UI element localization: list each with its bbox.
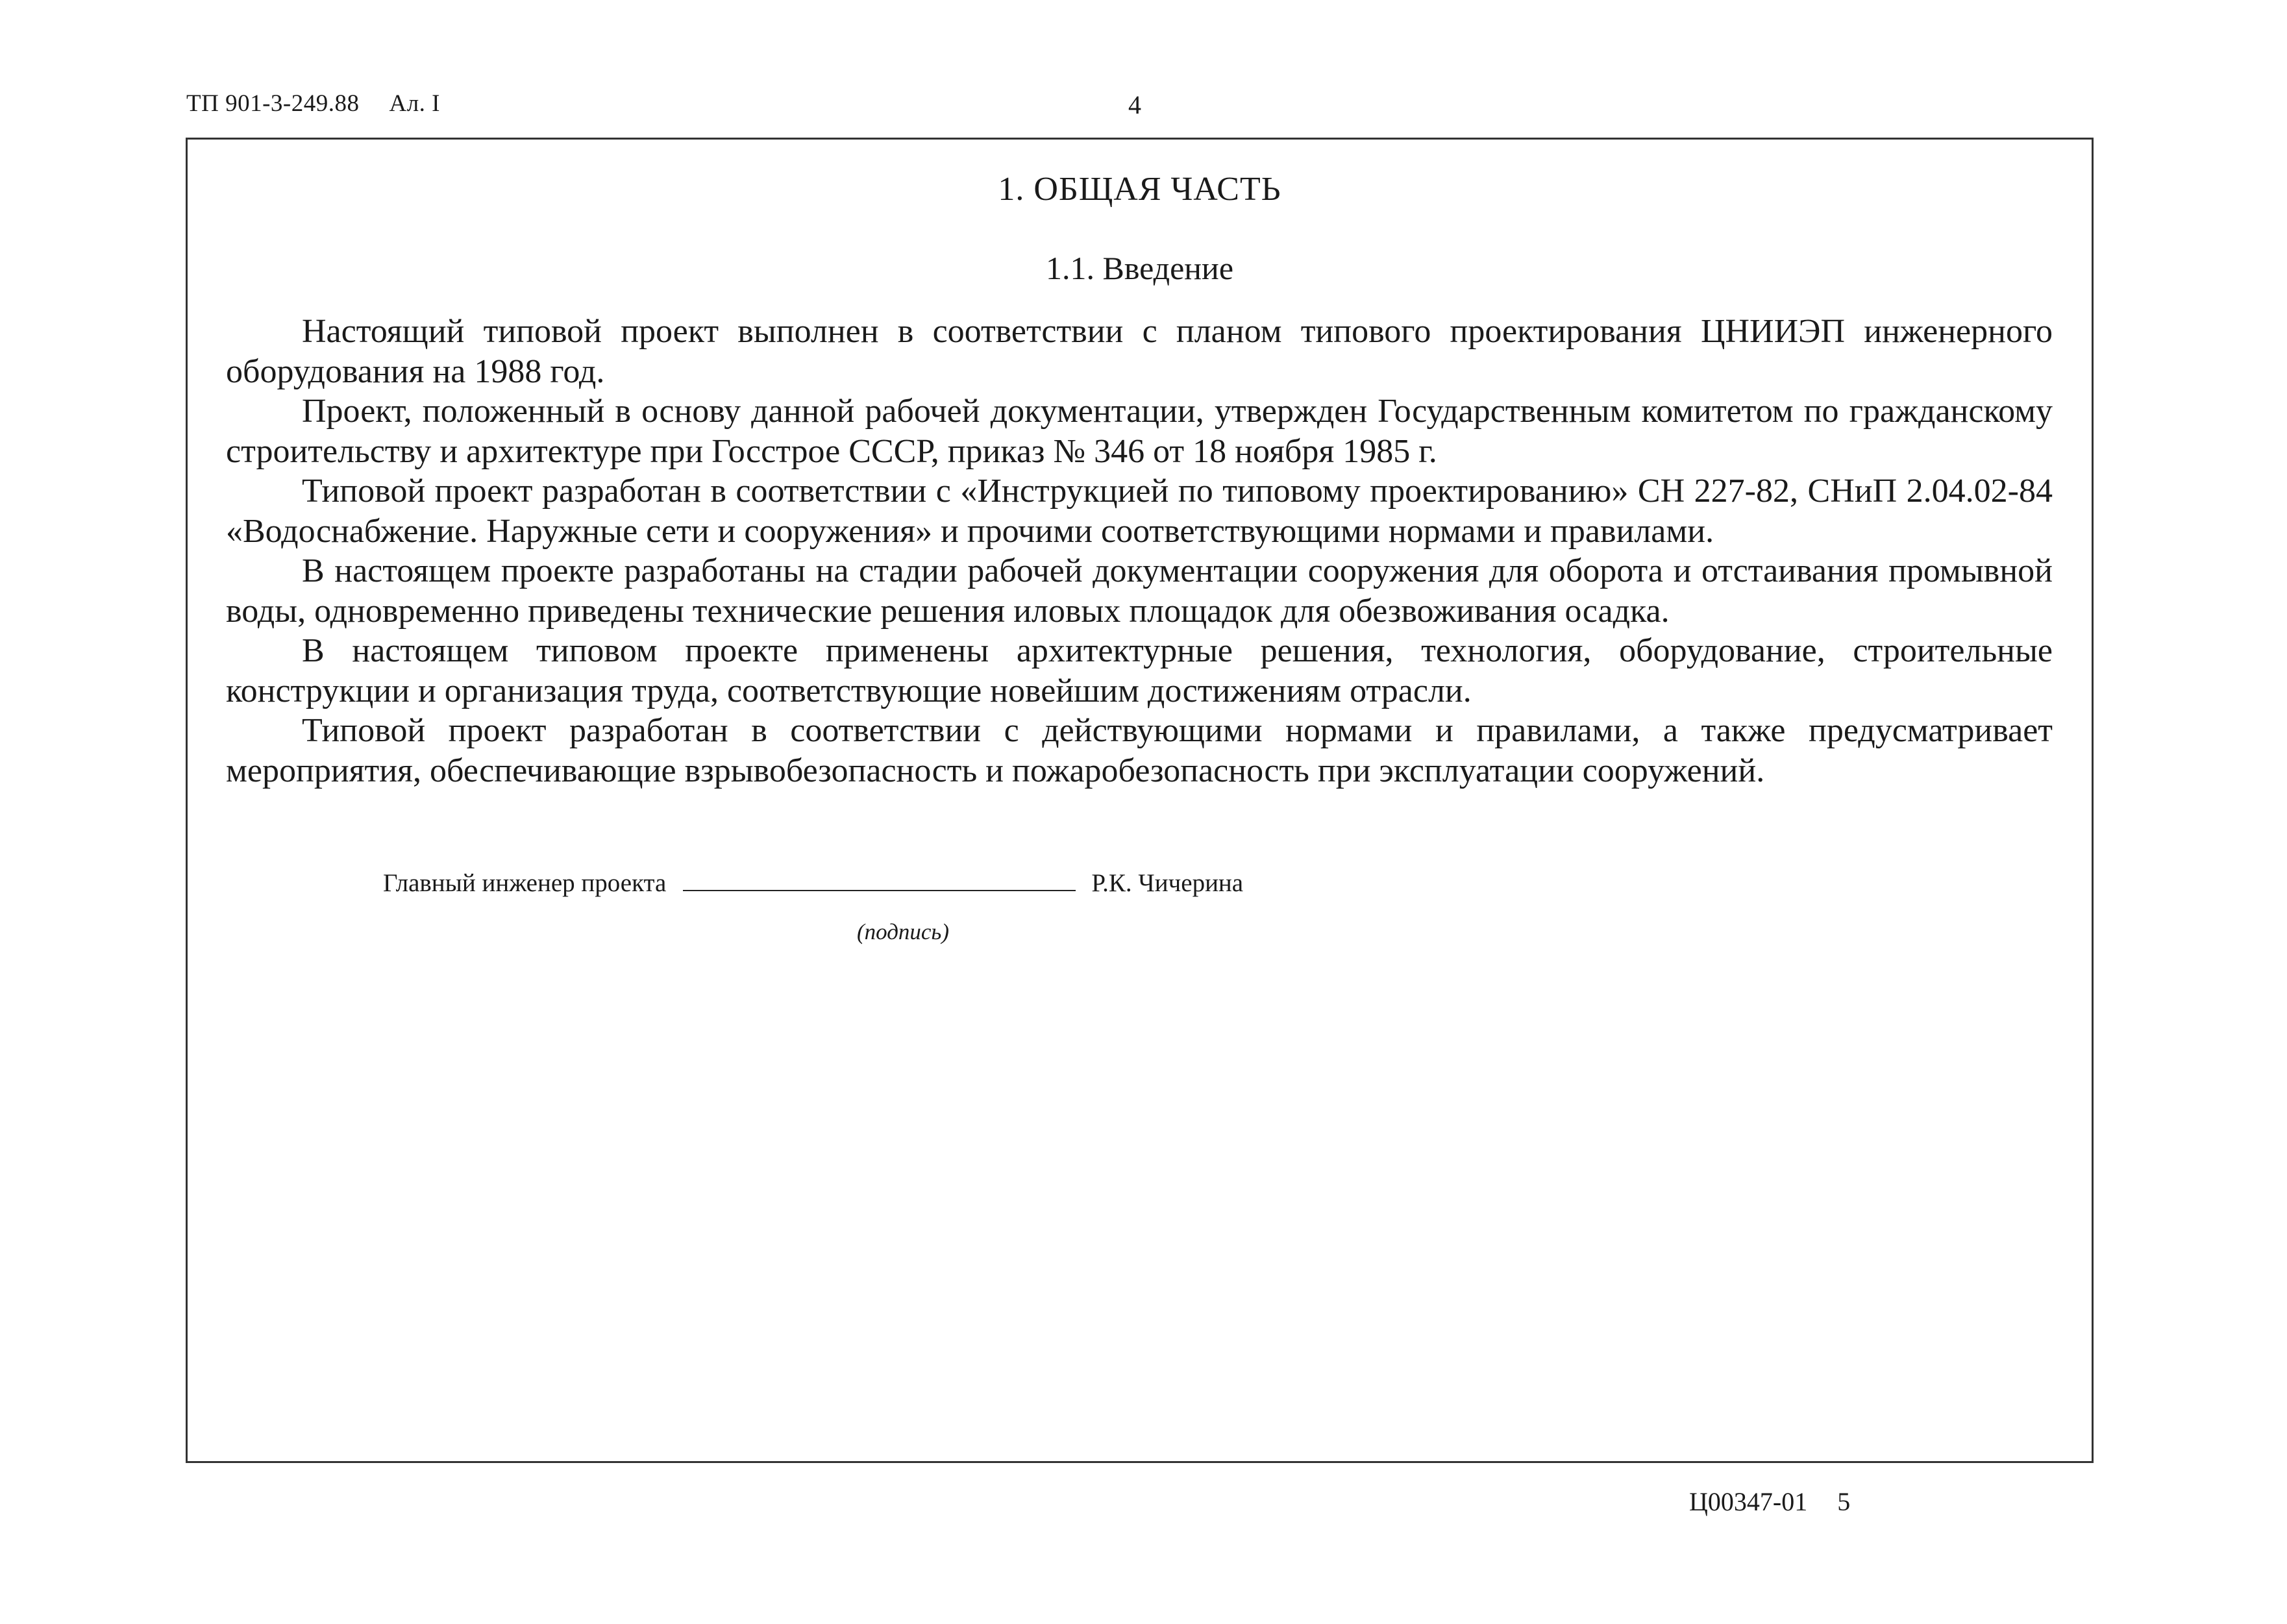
signature-block xyxy=(383,868,1243,898)
signature-name: Р.К. Чичерина xyxy=(1091,869,1244,897)
signature-role: Главный инженер проекта xyxy=(383,869,667,897)
signature-caption: (подпись) xyxy=(857,919,950,944)
paragraph: В настоящем типовом проекте применены архитектурные решения, технология, оборудование, строительные конструкции и организация труда, соответствующие новейшим достижениям отрасли. xyxy=(226,632,2053,709)
section-title: 1. ОБЩАЯ ЧАСТЬ xyxy=(998,171,1281,208)
body-text xyxy=(226,312,2053,791)
paragraph: Типовой проект разработан в соответствии с «Инструкцией по типовому проектированию» СН 227-82, СНиП 2.04.02-84 «Водоснабжение. Наружные сети и сооружения» и прочими соответствующими нормами и правилами. xyxy=(226,473,2053,550)
page-header xyxy=(186,90,440,117)
page-number: 4 xyxy=(1128,90,1141,119)
paragraph: Настоящий типовой проект выполнен в соответствии с планом типового проектирования ЦНИИЭП инженерного оборудования на 1988 год. xyxy=(226,313,2053,390)
signature-line xyxy=(683,869,1076,891)
paragraph: Проект, положенный в основу данной рабочей документации, утвержден Государственным комитетом по гражданскому строительству и архитектуре при Госстрое СССР, приказ № 346 от 18 ноября 1985 г. xyxy=(226,393,2053,470)
sheet-number: 5 xyxy=(1837,1487,1851,1516)
footer-code xyxy=(1689,1486,1850,1517)
album-label: Ал. I xyxy=(389,90,440,117)
subsection-title: 1.1. Введение xyxy=(1045,250,1234,286)
paragraph: Типовой проект разработан в соответствии с действующими нормами и правилами, а также предусматривает мероприятия, обеспечивающие взрывобезопасность и пожаробезопасность при эксплуатации сооружений. xyxy=(226,712,2053,789)
document-code: ТП 901-3-249.88 xyxy=(186,90,360,117)
paragraph: В настоящем проекте разработаны на стадии рабочей документации сооружения для оборота и отстаивания промывной воды, одновременно приведены технические решения иловых площадок для обезвоживания осадка. xyxy=(226,552,2053,630)
archive-code: Ц00347-01 xyxy=(1689,1487,1808,1516)
